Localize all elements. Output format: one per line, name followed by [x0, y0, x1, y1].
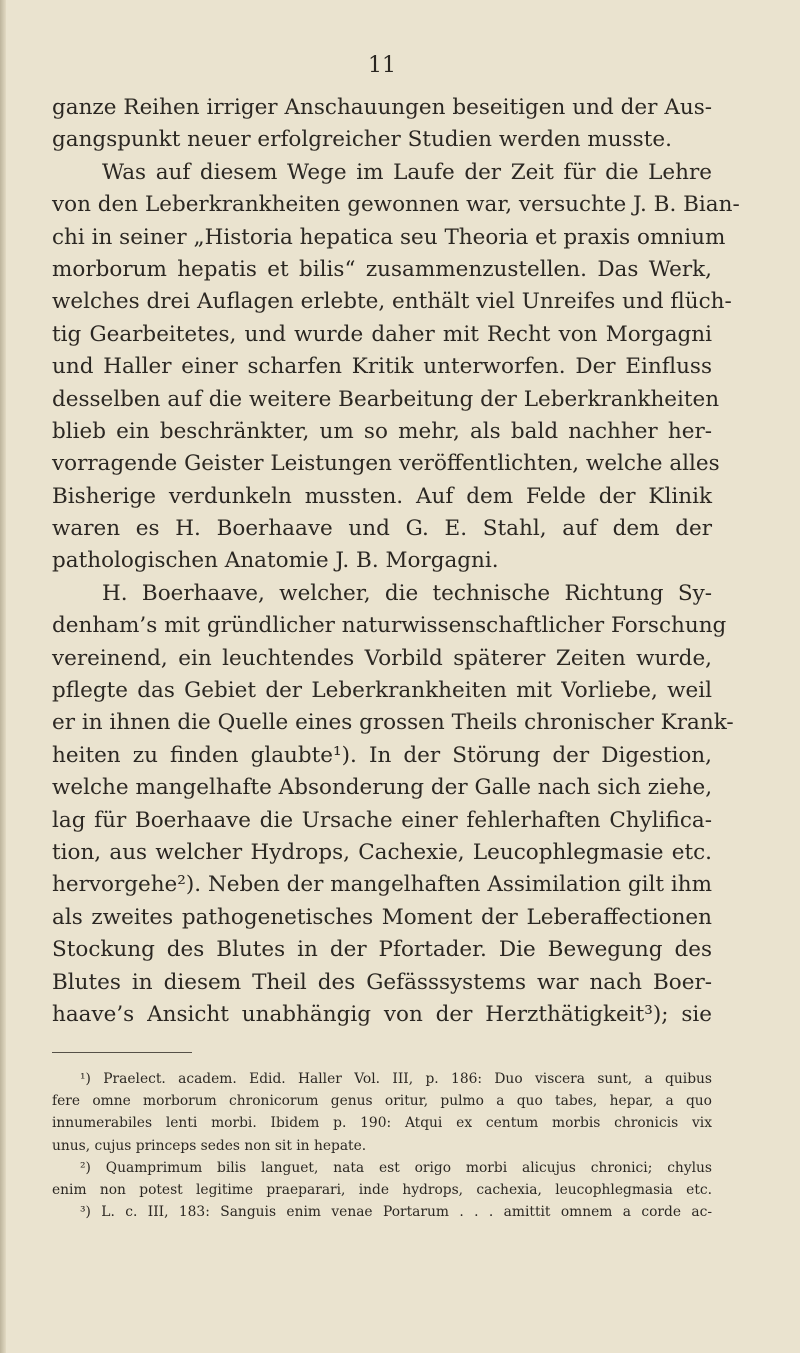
text-line: als zweites pathogenetisches Moment der Leberaffectionen	[52, 904, 712, 930]
text-line: tig Gearbeitetes, und wurde daher mit Recht von Morgagni	[52, 321, 712, 347]
footnote-line: fere omne morborum chronicorum genus oritur, pulmo a quo tabes, hepar, a quo	[52, 1093, 712, 1110]
footnote-separator	[52, 1052, 192, 1053]
text-line: welches drei Auflagen erlebte, enthält viel Unreifes und flüch-	[52, 289, 732, 315]
text-line: und Haller einer scharfen Kritik unterworfen. Der Einfluss	[52, 354, 712, 380]
text-line: vorragende Geister Leistungen veröffentlichten, welche alles	[52, 451, 720, 477]
text-line: heiten zu finden glaubte¹). In der Störung der Digestion,	[52, 742, 712, 768]
text-line: haave’s Ansicht unabhängig von der Herzthätigkeit³); sie	[52, 1001, 712, 1027]
text-line: pflegte das Gebiet der Leberkrankheiten mit Vorliebe, weil	[52, 678, 712, 704]
text-line: welche mangelhafte Absonderung der Galle nach sich ziehe,	[52, 775, 713, 801]
text-line: hervorgehe²). Neben der mangelhaften Assimilation gilt ihm	[52, 872, 713, 898]
book-page	[52, 52, 740, 1342]
text-line: chi in seiner „Historia hepatica seu Theoria et praxis omnium	[52, 224, 726, 250]
text-line: Blutes in diesem Theil des Gefässsystems war nach Boer-	[52, 969, 712, 995]
footnotes	[52, 1068, 712, 1223]
text-line: blieb ein beschränkter, um so mehr, als bald nachher her-	[52, 418, 712, 444]
text-line: lag für Boerhaave die Ursache einer fehlerhaften Chylifica-	[52, 807, 712, 833]
footnote-line: ²) Quamprimum bilis languet, nata est origo morbi alicujus chronici; chylus	[80, 1159, 712, 1176]
text-line: morborum hepatis et bilis“ zusammenzustellen. Das Werk,	[52, 256, 712, 282]
text-line: denham’s mit gründlicher naturwissenschaftlicher Forschung	[52, 613, 727, 639]
footnote-line: innumerabiles lenti morbi. Ibidem p. 190: Atqui ex centum morbis chronicis vix	[52, 1115, 712, 1132]
scan-edge-shadow	[0, 0, 6, 1353]
page-number: 11	[368, 53, 396, 78]
text-line: Bisherige verdunkeln mussten. Auf dem Felde der Klinik	[52, 483, 712, 509]
text-line: desselben auf die weitere Bearbeitung der Leberkrankheiten	[52, 386, 720, 412]
text-line: Stockung des Blutes in der Pfortader. Die Bewegung des	[52, 937, 712, 963]
text-line: pathologischen Anatomie J. B. Morgagni.	[52, 548, 499, 574]
text-line: vereinend, ein leuchtendes Vorbild späterer Zeiten wurde,	[52, 645, 712, 671]
footnote-line: unus, cujus princeps sedes non sit in hepate.	[52, 1137, 367, 1154]
text-line: tion, aus welcher Hydrops, Cachexie, Leucophlegmasie etc.	[52, 839, 712, 865]
footnote-line: enim non potest legitime praeparari, inde hydrops, cachexia, leucophlegmasia etc.	[52, 1181, 712, 1198]
text-line: von den Leberkrankheiten gewonnen war, versuchte J. B. Bian-	[52, 192, 740, 218]
text-line: ganze Reihen irriger Anschauungen beseitigen und der Aus-	[52, 95, 712, 120]
text-line: gangspunkt neuer erfolgreicher Studien werden musste.	[52, 127, 672, 153]
body-text	[52, 92, 740, 1031]
text-line: H. Boerhaave, welcher, die technische Richtung Sy-	[102, 580, 712, 606]
text-line: waren es H. Boerhaave und G. E. Stahl, auf dem der	[52, 516, 712, 542]
text-line: Was auf diesem Wege im Laufe der Zeit für die Lehre	[102, 159, 712, 185]
footnote-line: ³) L. c. III, 183: Sanguis enim venae Portarum . . . amittit omnem a corde ac-	[80, 1204, 712, 1221]
footnote-line: ¹) Praelect. academ. Edid. Haller Vol. III, p. 186: Duo viscera sunt, a quibus	[80, 1071, 712, 1087]
text-line: er in ihnen die Quelle eines grossen Theils chronischer Krank-	[52, 710, 734, 736]
